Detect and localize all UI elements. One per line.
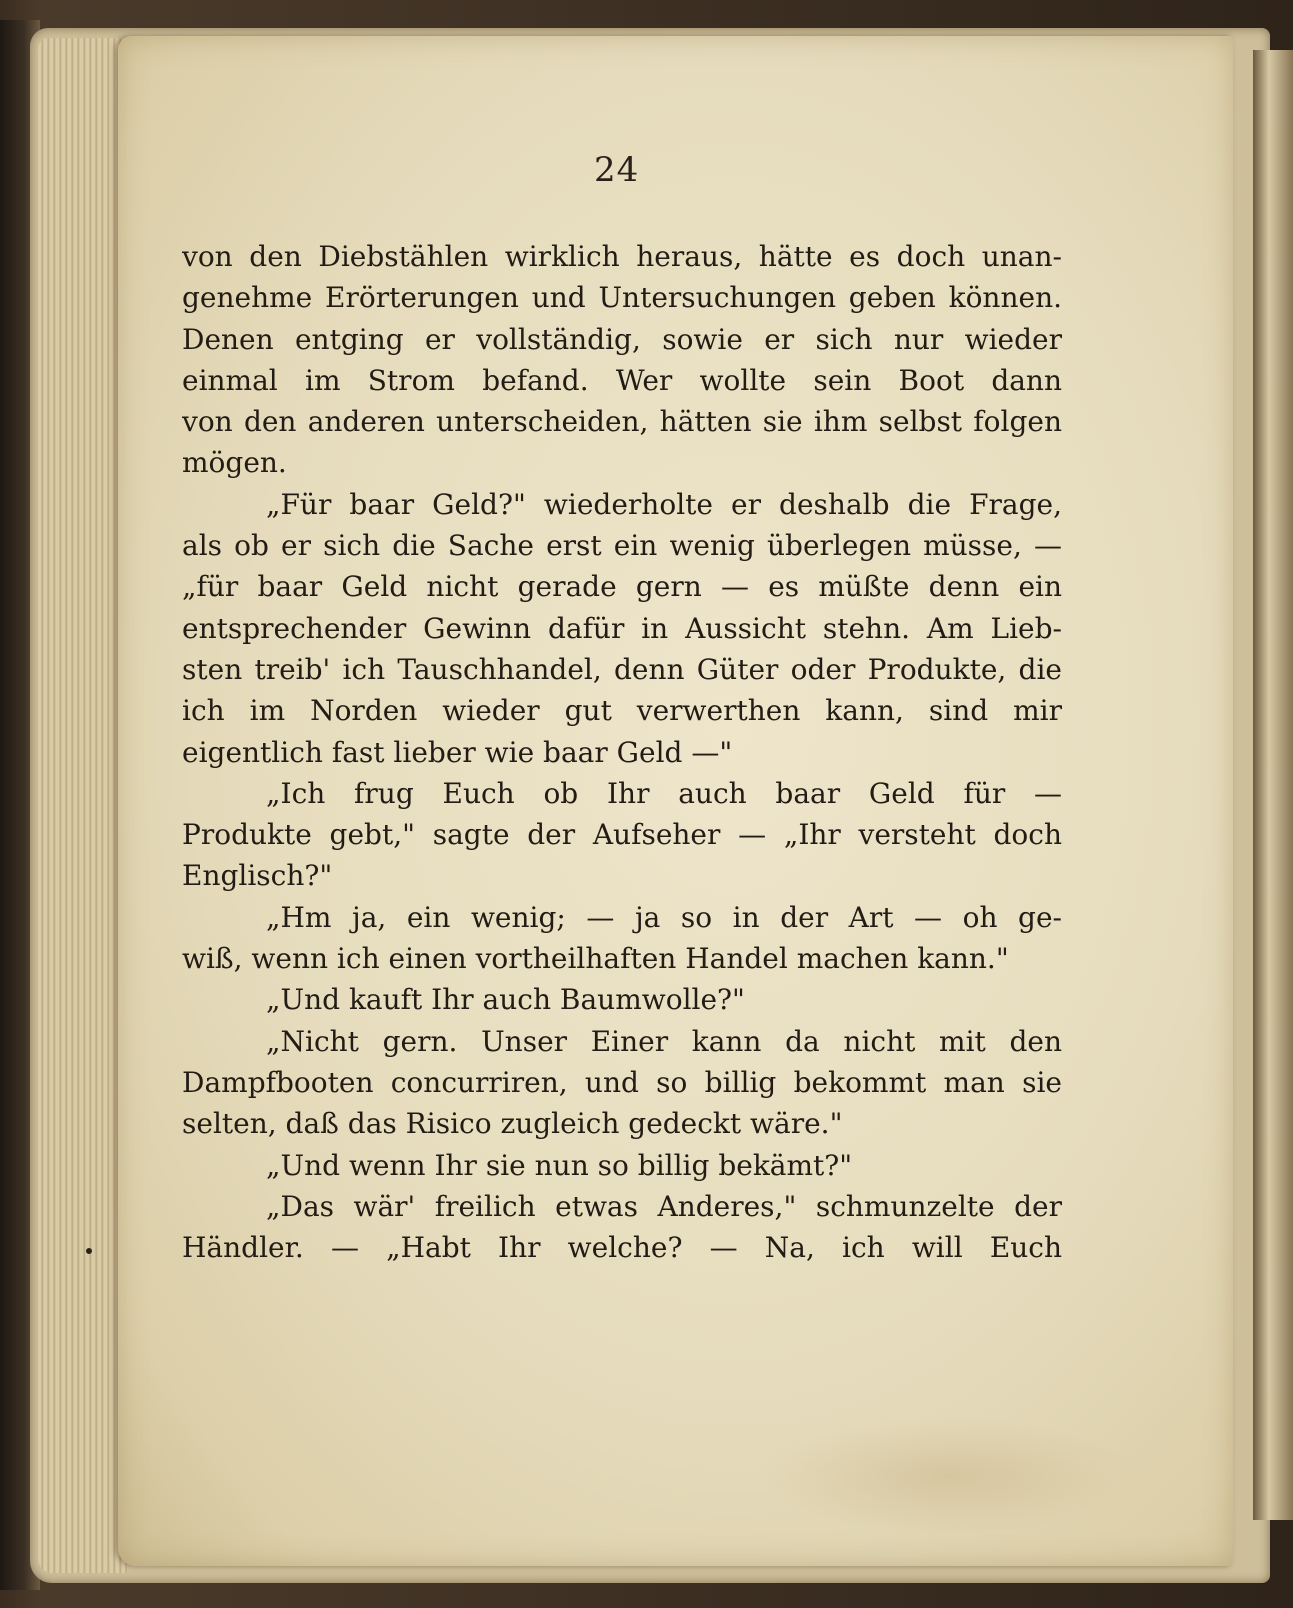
text-line: sten treib' ich Tauschhandel, denn Güter oder Produkte, die — [182, 652, 1062, 686]
text-line: Englisch?" — [182, 859, 333, 893]
text-line: von den Diebstählen wirklich heraus, hätte es doch unan- — [182, 240, 1062, 273]
text-line: „Ich frug Euch ob Ihr auch baar Geld für — — [266, 776, 1062, 810]
facing-page-edge — [1253, 50, 1293, 1520]
text-line: Dampfbooten concurriren, und so billig bekommt man sie — [182, 1065, 1062, 1099]
text-line: „Das wär' freilich etwas Anderes," schmunzelte der — [266, 1189, 1062, 1223]
text-line: Produkte gebt," sagte der Aufseher — „Ihr versteht doch — [182, 818, 1062, 852]
text-line: eigentlich fast lieber wie baar Geld —" — [182, 735, 733, 769]
text-line: Denen entging er vollständig, sowie er sich nur wieder — [182, 322, 1062, 356]
text-line: „Und kauft Ihr auch Baumwolle?" — [266, 983, 745, 1017]
text-line: von den anderen unterscheiden, hätten sie ihm selbst folgen — [182, 405, 1062, 439]
text-line: wiß, wenn ich einen vortheilhaften Handel machen kann." — [182, 942, 1009, 976]
text-line: selten, daß das Risico zugleich gedeckt wäre." — [182, 1107, 843, 1141]
body-text — [182, 236, 1062, 1268]
text-line: genehme Erörterungen und Untersuchungen geben können. — [182, 281, 1062, 315]
text-line: als ob er sich die Sache erst ein wenig überlegen müsse, — — [182, 529, 1062, 563]
text-line: mögen. — [182, 446, 287, 480]
text-line: Händler. — „Habt Ihr welche? — Na, ich will Euch — [182, 1231, 1062, 1265]
text-line: „Hm ja, ein wenig; — ja so in der Art — oh ge- — [266, 900, 1062, 934]
text-line: entsprechender Gewinn dafür in Aussicht stehn. Am Lieb- — [182, 611, 1062, 645]
text-line: „Und wenn Ihr sie nun so billig bekämt?" — [266, 1148, 853, 1182]
page-stain — [758, 1416, 1138, 1536]
margin-mark — [86, 1248, 92, 1254]
text-line: einmal im Strom befand. Wer wollte sein Boot dann — [182, 363, 1062, 397]
text-line: „Für baar Geld?" wiederholte er deshalb die Frage, — [266, 487, 1062, 521]
page-number: 24 — [594, 150, 640, 190]
text-line: ich im Norden wieder gut verwerthen kann, sind mir — [182, 694, 1062, 728]
text-line: „Nicht gern. Unser Einer kann da nicht mit den — [266, 1024, 1062, 1058]
text-line: „für baar Geld nicht gerade gern — es müßte denn ein — [182, 570, 1062, 604]
